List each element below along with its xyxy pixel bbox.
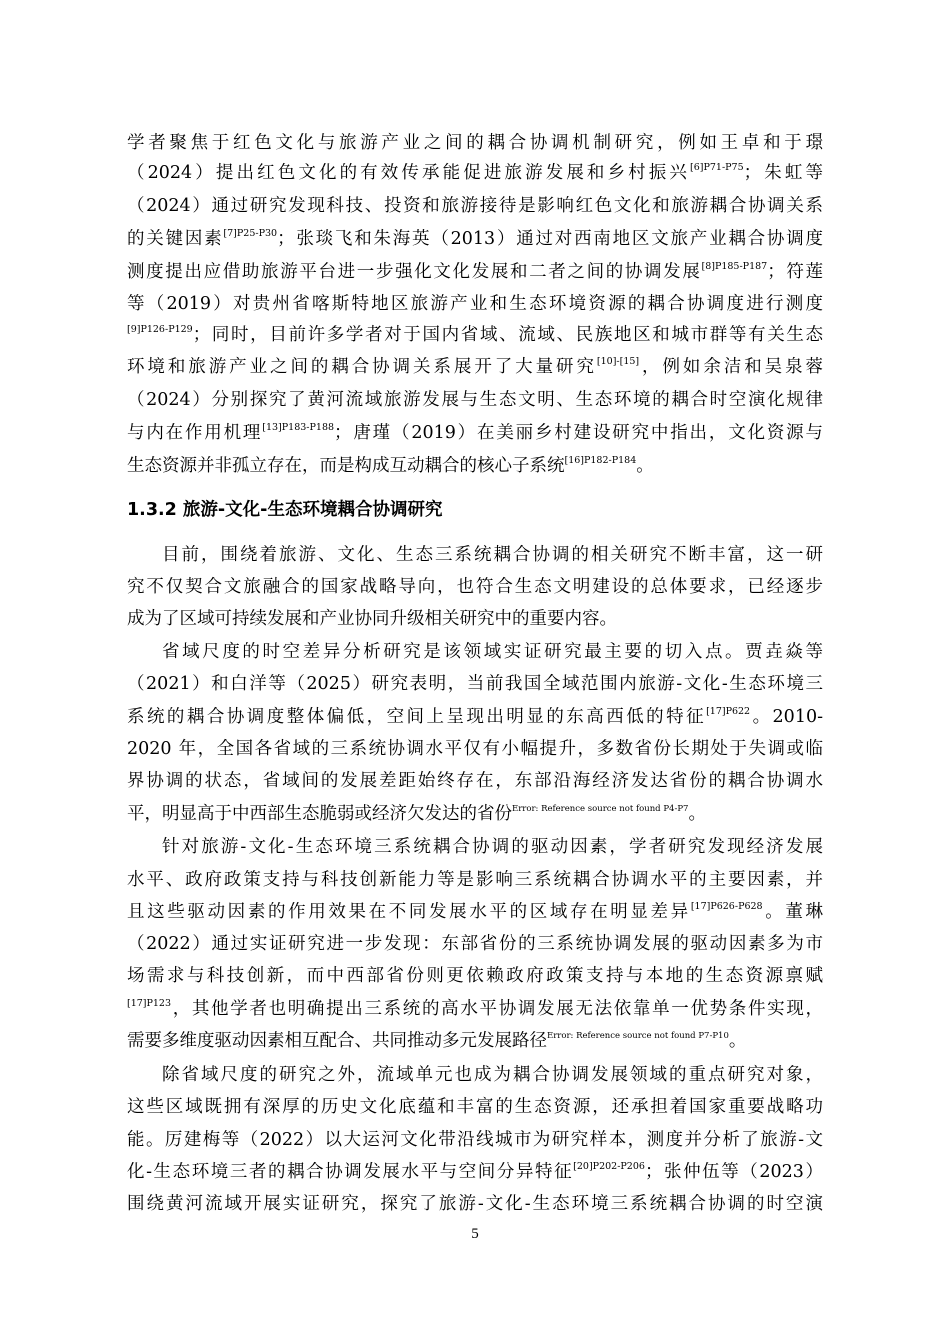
citation: Error: Reference source not found P7-P10 [547, 1031, 729, 1041]
text-line: 界协调的状态，省域间的发展差距始终存在，东部沿海经济发达省份的耦合协调水 [127, 771, 823, 791]
text-line: 围绕黄河流域开展实证研究，探究了旅游-文化-生态环境三系统耦合协调的时空演 [127, 1194, 823, 1214]
text-line: $^{[9]P126-P129}$；同时，目前许多学者对于国内省域、流域、民族地区和城市群等有关生态 [127, 324, 823, 345]
text-line: 学者聚焦于红色文化与旅游产业之间的耦合协调机制研究，例如王卓和于璟 [127, 133, 823, 153]
citation: [17]P123 [127, 998, 172, 1009]
citation: [16]P182-P184 [564, 455, 637, 466]
text-line: 场需求与科技创新，而中西部省份则更依赖政府政策支持与本地的生态资源禀赋 [127, 966, 823, 986]
text-line: （2024）通过研究发现科技、投资和旅游接待是影响红色文化和旅游耦合协调关系 [127, 196, 823, 216]
text-line: 需要多维度驱动因素相互配合、共同推动多元发展路径$^{Error: Reference source not found P7-P10}$。 [127, 1031, 747, 1051]
citation: [10]-[15] [596, 356, 640, 367]
text-line: 平，明显高于中西部生态脆弱或经济欠发达的省份$^{Error: Reference source not found P4-P7}$。 [127, 804, 706, 824]
text-line: 针对旅游-文化-生态环境三系统耦合协调的驱动因素，学者研究发现经济发展 [162, 837, 823, 857]
text-line: 成为了区域可持续发展和产业协同升级相关研究中的重要内容。 [127, 609, 617, 629]
page-number: 5 [471, 1226, 479, 1242]
text-line: 这些区域既拥有深厚的历史文化底蕴和丰富的生态资源，还承担着国家重要战略功 [127, 1097, 823, 1117]
text-line: 且这些驱动因素的作用效果在不同发展水平的区域存在明显差异$^{[17]P626-P628}$。董琳 [127, 901, 823, 922]
citation: Error: Reference source not found P4-P7 [512, 804, 689, 814]
text-line: 测度提出应借助旅游平台进一步强化文化发展和二者之间的协调发展$^{[8]P185-P187}$；符莲 [127, 261, 823, 282]
text-line: 除省域尺度的研究之外，流域单元也成为耦合协调发展领域的重点研究对象， [162, 1065, 823, 1085]
text-line: 等（2019）对贵州省喀斯特地区旅游产业和生态环境资源的耦合协调度进行测度 [127, 294, 823, 314]
text-line: （2024）提出红色文化的有效传承能促进旅游发展和乡村振兴$^{[6]P71-P75}$；朱虹等 [127, 162, 823, 183]
text-line: 系统的耦合协调度整体偏低，空间上呈现出明显的东高西低的特征$^{[17]P622}$。2010- [127, 706, 823, 727]
citation: [17]P622 [706, 706, 751, 717]
citation: [6]P71-P75 [690, 162, 744, 173]
text-line: 能。厉建梅等（2022）以大运河文化带沿线城市为研究样本，测度并分析了旅游-文 [127, 1130, 823, 1150]
text-line: 化-生态环境三者的耦合协调发展水平与空间分异特征$^{[20]P202-P206}$；张仲伍等（2023） [127, 1161, 823, 1182]
text-line: 与内在作用机理$^{[13]P183-P188}$；唐瑾（2019）在美丽乡村建设研究中指出，文化资源与 [127, 422, 823, 443]
citation: [20]P202-P206 [573, 1161, 645, 1172]
text-line: 2020 年，全国各省域的三系统协调水平仅有小幅提升，多数省份长期处于失调或临 [127, 739, 823, 759]
text-line: $^{[17]P123}$，其他学者也明确提出三系统的高水平协调发展无法依靠单一优势条件实现， [127, 998, 823, 1019]
citation: [7]P25-P30 [223, 228, 278, 239]
text-line: 水平、政府政策支持与科技创新能力等是影响三系统耦合协调水平的主要因素，并 [127, 870, 823, 890]
section-heading: 1.3.2 旅游-文化-生态环境耦合协调研究 [127, 500, 443, 520]
text-line: （2022）通过实证研究进一步发现：东部省份的三系统协调发展的驱动因素多为市 [127, 934, 823, 954]
text-line: 环境和旅游产业之间的耦合协调关系展开了大量研究[10]-[15]，例如余洁和吴泉蓉 [127, 356, 823, 377]
text-line: 生态资源并非孤立存在，而是构成互动耦合的核心子系统$^{[16]P182-P184}$。 [127, 455, 654, 476]
citation: [9]P126-P129 [127, 324, 193, 335]
text-line: 究不仅契合文旅融合的国家战略导向，也符合生态文明建设的总体要求，已经逐步 [127, 577, 823, 597]
citation: [17]P626-P628 [690, 901, 763, 912]
text-line: （2024）分别探究了黄河流域旅游发展与生态文明、生态环境的耦合时空演化规律 [127, 390, 823, 410]
citation: [8]P185-P187 [701, 261, 768, 272]
text-line: 目前，围绕着旅游、文化、生态三系统耦合协调的相关研究不断丰富，这一研 [162, 545, 823, 565]
citation: [13]P183-P188 [262, 422, 335, 433]
text-line: 省域尺度的时空差异分析研究是该领域实证研究最主要的切入点。贾垚焱等 [162, 642, 823, 662]
text-line: （2021）和白洋等（2025）研究表明，当前我国全域范围内旅游-文化-生态环境三 [127, 674, 823, 694]
text-line: 的关键因素$^{[7]P25-P30}$；张琰飞和朱海英（2013）通过对西南地区文旅产业耦合协调度 [127, 228, 823, 249]
